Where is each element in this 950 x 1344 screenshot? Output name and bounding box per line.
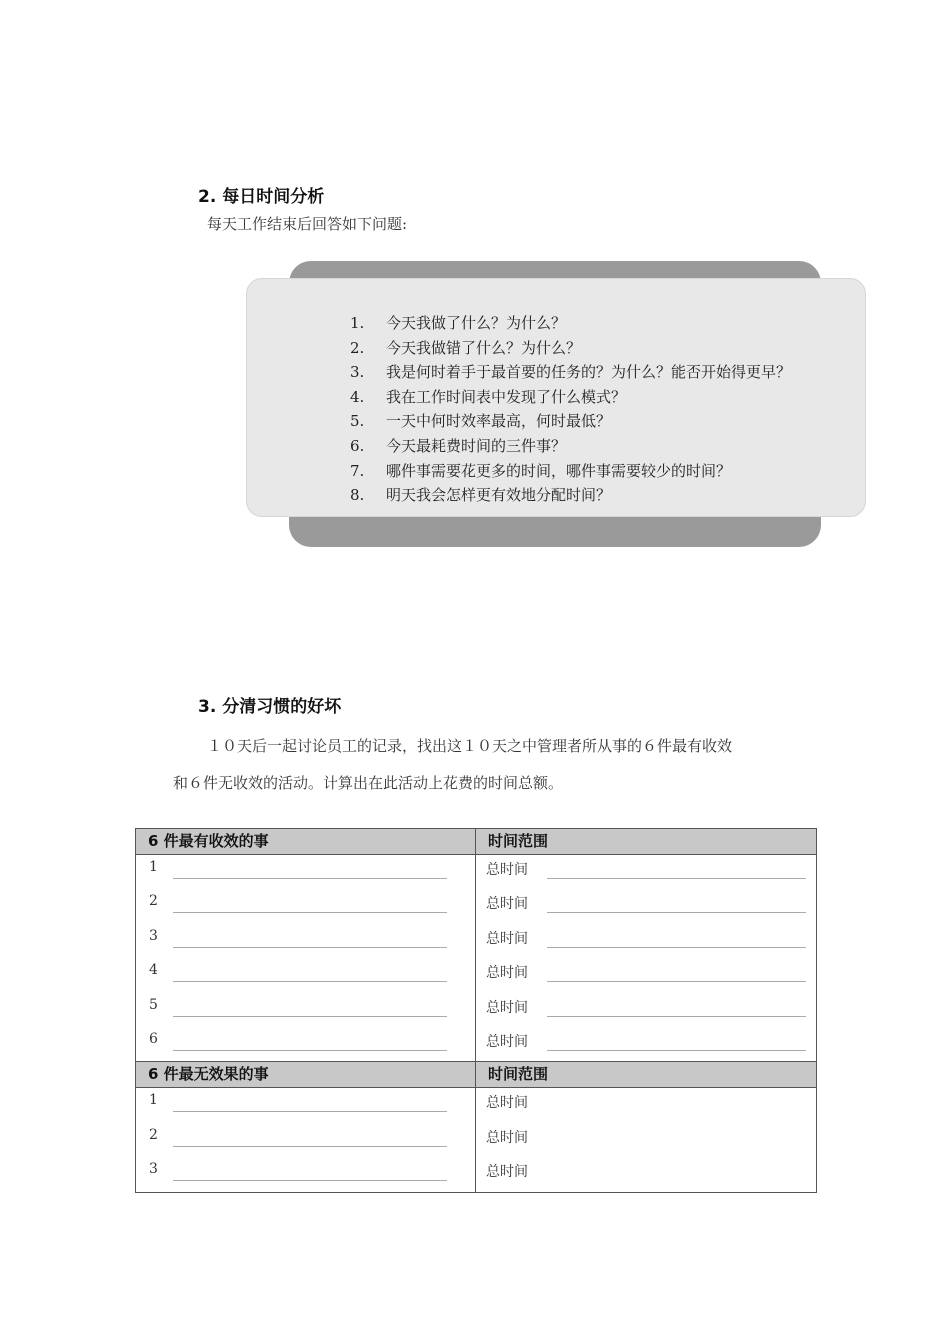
effective-body xyxy=(136,855,817,1062)
effective-time-row xyxy=(476,889,816,923)
time-fill-in-line[interactable] xyxy=(547,981,806,982)
section2-heading: 2. 每日时间分析 xyxy=(198,187,325,207)
time-fill-in-line[interactable] xyxy=(547,878,806,879)
question-item xyxy=(350,409,820,434)
row-number: 4 xyxy=(149,962,158,979)
ineffective-time-row xyxy=(476,1157,816,1191)
row-number: 6 xyxy=(149,1030,158,1047)
ineffective-times xyxy=(476,1088,817,1192)
effective-header-label: 6 件最有收效的事 xyxy=(136,829,476,855)
total-time-label: 总时间 xyxy=(486,930,528,947)
fill-in-line[interactable] xyxy=(173,1180,447,1181)
total-time-label: 总时间 xyxy=(486,1164,528,1181)
section3-para-line2: 和６件无收效的活动。计算出在此活动上花费的时间总额。 xyxy=(173,774,564,792)
effective-header-time: 时间范围 xyxy=(476,829,817,855)
fill-in-line[interactable] xyxy=(173,1050,447,1051)
question-item xyxy=(350,311,820,336)
fill-in-line[interactable] xyxy=(173,1111,447,1112)
question-item xyxy=(350,336,820,361)
total-time-label: 总时间 xyxy=(486,862,528,878)
question-number: 5. xyxy=(350,412,365,431)
ineffective-body xyxy=(136,1088,817,1192)
question-number: 2. xyxy=(350,338,365,357)
ineffective-time-row xyxy=(476,1123,816,1157)
effective-times xyxy=(476,855,817,1062)
section2-title: 每日时间分析 xyxy=(222,187,325,207)
question-number: 6. xyxy=(350,436,365,455)
ineffective-header-label: 6 件最无效果的事 xyxy=(136,1062,476,1088)
question-text: 我是何时着手于最首要的任务的？为什么？能否开始得更早？ xyxy=(386,363,792,382)
question-item xyxy=(350,360,820,385)
total-time-label: 总时间 xyxy=(486,1095,528,1112)
section2-number: 2 xyxy=(198,187,210,207)
effective-item-row xyxy=(136,958,475,992)
total-time-label: 总时间 xyxy=(486,999,528,1016)
row-number: 3 xyxy=(149,1161,158,1178)
time-fill-in-line[interactable] xyxy=(547,947,806,948)
question-text: 今天我做了什么？为什么？ xyxy=(386,314,567,332)
section3-number: 3. xyxy=(198,697,217,717)
fill-in-line[interactable] xyxy=(173,981,447,982)
effective-items xyxy=(136,855,476,1062)
effective-item-row xyxy=(136,855,475,889)
question-number: 1. xyxy=(350,314,365,332)
effective-time-row xyxy=(476,924,816,958)
question-item xyxy=(350,385,820,410)
total-time-label: 总时间 xyxy=(486,965,528,982)
effective-time-row xyxy=(476,855,816,889)
ineffective-item-row xyxy=(136,1157,475,1191)
ineffective-item-row xyxy=(136,1123,475,1157)
question-text: 明天我会怎样更有效地分配时间？ xyxy=(386,486,612,505)
total-time-label: 总时间 xyxy=(486,1033,528,1050)
section3-title: 分清习惯的好坏 xyxy=(222,697,342,717)
time-fill-in-line[interactable] xyxy=(547,1016,806,1017)
row-number: 5 xyxy=(149,996,158,1013)
section3-heading xyxy=(198,692,341,717)
effective-time-row xyxy=(476,1027,816,1061)
fill-in-line[interactable] xyxy=(173,878,447,879)
question-item xyxy=(350,434,820,459)
question-number: 4. xyxy=(350,387,365,406)
question-text: 今天我做错了什么？为什么？ xyxy=(386,338,582,357)
question-number: 3. xyxy=(350,363,365,382)
effective-item-row xyxy=(136,1027,475,1061)
question-item xyxy=(350,483,820,508)
ineffective-time-row xyxy=(476,1088,816,1122)
question-text: 一天中何时效率最高，何时最低？ xyxy=(386,412,612,431)
ineffective-header-row xyxy=(136,1062,817,1088)
question-text: 今天最耗费时间的三件事？ xyxy=(386,436,567,455)
question-number: 8. xyxy=(350,486,365,505)
question-number: 7. xyxy=(350,461,365,480)
question-text: 哪件事需要花更多的时间，哪件事需要较少的时间？ xyxy=(386,461,732,480)
ineffective-header-time: 时间范围 xyxy=(476,1062,817,1088)
total-time-label: 总时间 xyxy=(486,1129,528,1146)
ineffective-items xyxy=(136,1088,476,1192)
effective-item-row xyxy=(136,993,475,1027)
fill-in-line[interactable] xyxy=(173,947,447,948)
total-time-label: 总时间 xyxy=(486,896,528,913)
row-number: 1 xyxy=(149,1092,158,1109)
section2-intro: 每天工作结束后回答如下问题: xyxy=(207,215,408,233)
fill-in-line[interactable] xyxy=(173,1016,447,1017)
effective-item-row xyxy=(136,924,475,958)
question-item xyxy=(350,459,820,484)
row-number: 3 xyxy=(149,927,158,944)
habit-table xyxy=(135,828,817,1193)
row-number: 2 xyxy=(149,893,158,910)
effective-time-row xyxy=(476,958,816,992)
effective-header-row xyxy=(136,829,817,855)
row-number: 2 xyxy=(149,1126,158,1143)
row-number: 1 xyxy=(149,859,158,875)
fill-in-line[interactable] xyxy=(173,1146,447,1147)
ineffective-item-row xyxy=(136,1088,475,1122)
question-list xyxy=(350,311,820,508)
section3-para-line1: １０天后一起讨论员工的记录，找出这１０天之中管理者所从事的６件最有收效 xyxy=(207,737,733,755)
question-text: 我在工作时间表中发现了什么模式？ xyxy=(386,387,627,406)
fill-in-line[interactable] xyxy=(173,912,447,913)
effective-item-row xyxy=(136,889,475,923)
time-fill-in-line[interactable] xyxy=(547,912,806,913)
effective-time-row xyxy=(476,993,816,1027)
time-fill-in-line[interactable] xyxy=(547,1050,806,1051)
